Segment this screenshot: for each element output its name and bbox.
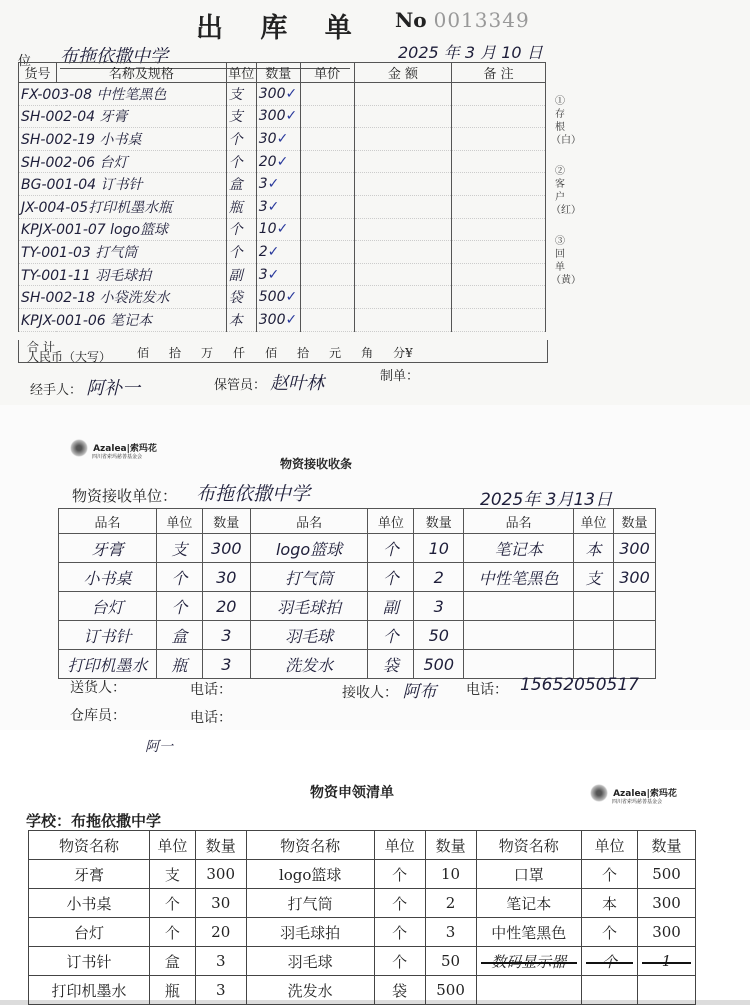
unit-price bbox=[300, 173, 354, 196]
table-header bbox=[19, 63, 546, 83]
column-header: 单位 bbox=[150, 831, 196, 860]
item-qty bbox=[256, 286, 300, 309]
table-cell bbox=[638, 976, 696, 1005]
keeper-signature: 赵叶林 bbox=[270, 373, 325, 394]
slip-date: 2025 年 3 月 10 日 bbox=[398, 43, 543, 62]
amount bbox=[354, 173, 452, 196]
warehouse-label: 仓库员： bbox=[70, 708, 126, 724]
column-header: 品名 bbox=[250, 509, 368, 534]
table-cell: 300 bbox=[195, 860, 246, 889]
table-cell: 本 bbox=[581, 889, 637, 918]
table-cell: 3 bbox=[195, 947, 246, 976]
item-qty bbox=[256, 308, 300, 331]
item-qty bbox=[256, 173, 300, 196]
table-cell: 个 bbox=[374, 889, 425, 918]
table-cell: 打印机墨水 bbox=[59, 650, 157, 679]
check-mark: ✓ bbox=[276, 221, 289, 238]
remark bbox=[452, 150, 546, 173]
table-cell: 洗发水 bbox=[246, 976, 374, 1005]
item-name: SH-002-06 台灯 bbox=[19, 150, 227, 173]
column-header: 单价 bbox=[300, 63, 354, 83]
column-header: 单位 bbox=[368, 509, 414, 534]
table-cell: 小书桌 bbox=[29, 889, 150, 918]
item-unit: 盒 bbox=[226, 173, 256, 196]
item-qty bbox=[256, 83, 300, 106]
qty-value: 2 bbox=[258, 243, 268, 260]
remark bbox=[452, 83, 546, 106]
column-header: 物资名称 bbox=[476, 831, 581, 860]
check-mark: ✓ bbox=[267, 176, 280, 193]
copy-note: ①存根（白） bbox=[551, 96, 581, 146]
table-cell: 支 bbox=[156, 534, 202, 563]
copy-note: ③回单（黄） bbox=[551, 236, 581, 286]
table-cell: 打印机墨水 bbox=[29, 976, 150, 1005]
table-cell: 2 bbox=[414, 563, 464, 592]
table-row bbox=[19, 218, 546, 241]
table-cell: 台灯 bbox=[59, 592, 157, 621]
remark bbox=[452, 128, 546, 151]
check-mark: ✓ bbox=[285, 289, 298, 306]
table-cell bbox=[581, 976, 637, 1005]
maker-label: 制单： bbox=[380, 369, 420, 384]
table-cell: 个 bbox=[368, 563, 414, 592]
table-cell: 订书针 bbox=[59, 621, 157, 650]
item-name: KPJX-001-07 logo篮球 bbox=[19, 218, 227, 241]
item-unit: 个 bbox=[226, 241, 256, 264]
check-mark: ✓ bbox=[285, 311, 298, 328]
column-header: 品名 bbox=[59, 509, 157, 534]
item-name: KPJX-001-06 笔记本 bbox=[19, 308, 227, 331]
table-cell: 订书针 bbox=[29, 947, 150, 976]
slip-title: 出 库 单 bbox=[196, 13, 366, 44]
table-cell: 2 bbox=[425, 889, 476, 918]
amount bbox=[354, 128, 452, 151]
table-cell: 个 bbox=[581, 860, 637, 889]
item-name: SH-002-19 小书桌 bbox=[19, 128, 227, 151]
table-cell: 个 bbox=[581, 947, 637, 976]
table-cell: 3 bbox=[195, 976, 246, 1005]
unit-price bbox=[300, 105, 354, 128]
request-list bbox=[0, 730, 750, 1000]
currency-unit: 分¥ bbox=[393, 346, 413, 360]
column-header: 数量 bbox=[425, 831, 476, 860]
table-cell: 羽毛球拍 bbox=[246, 918, 374, 947]
table-row bbox=[19, 241, 546, 264]
qty-value: 300 bbox=[258, 85, 286, 102]
table-cell: 300 bbox=[613, 563, 655, 592]
item-qty bbox=[256, 150, 300, 173]
column-header: 物资名称 bbox=[246, 831, 374, 860]
table-cell: 1 bbox=[638, 947, 696, 976]
request-title: 物资申领清单 bbox=[310, 785, 394, 801]
table-row bbox=[29, 976, 696, 1005]
table-cell: 3 bbox=[425, 918, 476, 947]
table-cell: 个 bbox=[150, 918, 196, 947]
table-row bbox=[59, 534, 656, 563]
item-name: FX-003-08 中性笔黑色 bbox=[19, 83, 227, 106]
amount bbox=[354, 150, 452, 173]
unit-price bbox=[300, 83, 354, 106]
delivery-slip bbox=[0, 0, 750, 405]
item-unit: 瓶 bbox=[226, 195, 256, 218]
table-cell: 300 bbox=[638, 918, 696, 947]
currency-unit: 佰 bbox=[265, 346, 278, 360]
item-qty bbox=[256, 263, 300, 286]
table-cell: 50 bbox=[414, 621, 464, 650]
column-header: 数量 bbox=[638, 831, 696, 860]
receipt-slip bbox=[0, 405, 750, 730]
table-cell: 个 bbox=[374, 918, 425, 947]
table-row bbox=[29, 918, 696, 947]
table-cell: 个 bbox=[156, 563, 202, 592]
table-cell: 瓶 bbox=[150, 976, 196, 1005]
column-header: 备 注 bbox=[452, 63, 546, 83]
qty-value: 3 bbox=[258, 176, 268, 193]
warehouse-phone-label: 电话： bbox=[190, 710, 232, 726]
table-cell: 牙膏 bbox=[59, 534, 157, 563]
item-qty bbox=[256, 218, 300, 241]
remark bbox=[452, 218, 546, 241]
receipt-unit-label: 物资接收单位： bbox=[72, 487, 178, 505]
table-cell: 10 bbox=[425, 860, 476, 889]
item-unit: 副 bbox=[226, 263, 256, 286]
currency-unit: 佰 bbox=[137, 346, 150, 360]
table-cell: 口罩 bbox=[476, 860, 581, 889]
unit-price bbox=[300, 150, 354, 173]
amount bbox=[354, 83, 452, 106]
copy-notes bbox=[551, 95, 581, 305]
item-unit: 支 bbox=[226, 83, 256, 106]
amount bbox=[354, 105, 452, 128]
table-cell: 3 bbox=[202, 650, 250, 679]
column-header: 数量 bbox=[256, 63, 300, 83]
column-header: 金 额 bbox=[354, 63, 452, 83]
handwritten-note: 阿一 bbox=[145, 739, 173, 755]
item-name: BG-001-04 订书针 bbox=[19, 173, 227, 196]
check-mark: ✓ bbox=[267, 198, 280, 215]
table-row bbox=[19, 83, 546, 106]
table-row bbox=[19, 263, 546, 286]
check-mark: ✓ bbox=[267, 243, 280, 260]
table-header bbox=[29, 831, 696, 860]
currency-unit: 拾 bbox=[297, 346, 310, 360]
table-cell: 300 bbox=[202, 534, 250, 563]
logo-brand: Azalea|索玛花 bbox=[613, 789, 677, 799]
table-cell: 个 bbox=[368, 621, 414, 650]
table-row bbox=[19, 286, 546, 309]
column-header: 货号 bbox=[19, 63, 57, 83]
table-cell: 笔记本 bbox=[464, 534, 574, 563]
table-cell: 瓶 bbox=[156, 650, 202, 679]
item-qty bbox=[256, 195, 300, 218]
table-row bbox=[29, 889, 696, 918]
table-cell: 20 bbox=[202, 592, 250, 621]
table-cell: 副 bbox=[368, 592, 414, 621]
table-cell: 个 bbox=[374, 860, 425, 889]
table-cell bbox=[613, 592, 655, 621]
item-name: SH-002-04 牙膏 bbox=[19, 105, 227, 128]
table-row bbox=[29, 860, 696, 889]
table-row bbox=[19, 173, 546, 196]
item-qty bbox=[256, 105, 300, 128]
qty-value: 500 bbox=[258, 289, 286, 306]
table-cell: logo篮球 bbox=[250, 534, 368, 563]
receipt-title: 物资接收收条 bbox=[280, 457, 353, 471]
column-header: 单位 bbox=[156, 509, 202, 534]
check-mark: ✓ bbox=[285, 85, 298, 102]
column-header: 物资名称 bbox=[29, 831, 150, 860]
table-cell: 支 bbox=[574, 563, 614, 592]
copy-note: ②客户（红） bbox=[551, 166, 581, 216]
qty-value: 3 bbox=[258, 198, 268, 215]
remark bbox=[452, 105, 546, 128]
currency-unit: 角 bbox=[361, 346, 374, 360]
qty-value: 300 bbox=[258, 108, 286, 125]
total-units bbox=[137, 344, 433, 361]
table-cell bbox=[574, 621, 614, 650]
request-table bbox=[28, 830, 696, 1005]
table-row bbox=[19, 195, 546, 218]
table-cell: 小书桌 bbox=[59, 563, 157, 592]
table-cell: 50 bbox=[425, 947, 476, 976]
table-cell: 支 bbox=[150, 860, 196, 889]
table-cell: 个 bbox=[150, 889, 196, 918]
column-header: 单位 bbox=[226, 63, 256, 83]
table-cell: 500 bbox=[638, 860, 696, 889]
item-name: JX-004-05打印机墨水瓶 bbox=[19, 195, 227, 218]
table-row bbox=[19, 128, 546, 151]
receipt-table bbox=[58, 508, 656, 679]
flower-icon bbox=[70, 439, 88, 457]
column-header: 单位 bbox=[574, 509, 614, 534]
handler-field bbox=[30, 374, 140, 400]
column-header: 数量 bbox=[613, 509, 655, 534]
table-cell: 羽毛球 bbox=[250, 621, 368, 650]
currency-unit: 元 bbox=[329, 346, 342, 360]
amount bbox=[354, 308, 452, 331]
currency-unit: 仟 bbox=[233, 346, 246, 360]
item-unit: 个 bbox=[226, 218, 256, 241]
table-cell: 袋 bbox=[374, 976, 425, 1005]
currency-unit: 拾 bbox=[169, 346, 182, 360]
total-label: 合 计 bbox=[27, 340, 55, 354]
receipt-unit-value: 布拖依撒中学 bbox=[196, 483, 311, 505]
item-unit: 个 bbox=[226, 150, 256, 173]
qty-value: 300 bbox=[258, 311, 286, 328]
check-mark: ✓ bbox=[276, 130, 289, 147]
table-cell: 20 bbox=[195, 918, 246, 947]
table-cell: 羽毛球 bbox=[246, 947, 374, 976]
table-cell: 个 bbox=[368, 534, 414, 563]
receiver-phone-value: 15652050517 bbox=[520, 675, 639, 695]
table-row bbox=[19, 105, 546, 128]
slip-number-value: 0013349 bbox=[433, 8, 530, 32]
unit-price bbox=[300, 308, 354, 331]
item-name: TY-001-03 打气筒 bbox=[19, 241, 227, 264]
table-cell: 打气筒 bbox=[246, 889, 374, 918]
remark bbox=[452, 308, 546, 331]
amount bbox=[354, 286, 452, 309]
table-cell: 500 bbox=[425, 976, 476, 1005]
azalea-logo bbox=[590, 782, 677, 805]
table-cell: 300 bbox=[638, 889, 696, 918]
table-cell: 30 bbox=[202, 563, 250, 592]
receiver-label: 接收人： bbox=[342, 685, 398, 701]
flower-icon bbox=[590, 784, 608, 802]
check-mark: ✓ bbox=[285, 108, 298, 125]
receiver-signature: 阿布 bbox=[402, 682, 437, 702]
table-cell: 盒 bbox=[156, 621, 202, 650]
remark bbox=[452, 195, 546, 218]
table-cell: 台灯 bbox=[29, 918, 150, 947]
column-header: 名称及规格 bbox=[56, 63, 226, 83]
request-school: 学校：布拖依撒中学 bbox=[26, 812, 162, 830]
slip-number bbox=[395, 8, 530, 32]
amount bbox=[354, 241, 452, 264]
column-header: 单位 bbox=[374, 831, 425, 860]
table-cell: 打气筒 bbox=[250, 563, 368, 592]
handler-signature: 阿补一 bbox=[86, 378, 141, 399]
qty-value: 3 bbox=[258, 266, 268, 283]
table-cell bbox=[464, 592, 574, 621]
receipt-date: 2025年 3月13日 bbox=[480, 490, 613, 510]
keeper-label: 保管员： bbox=[214, 378, 267, 393]
table-cell: 3 bbox=[202, 621, 250, 650]
unit-price bbox=[300, 241, 354, 264]
table-cell: 羽毛球拍 bbox=[250, 592, 368, 621]
column-header: 数量 bbox=[414, 509, 464, 534]
table-cell: 30 bbox=[195, 889, 246, 918]
table-cell: 盒 bbox=[150, 947, 196, 976]
table-row bbox=[59, 592, 656, 621]
item-unit: 本 bbox=[226, 308, 256, 331]
receiver-field bbox=[342, 677, 436, 702]
table-cell bbox=[613, 621, 655, 650]
item-unit: 袋 bbox=[226, 286, 256, 309]
amount bbox=[354, 195, 452, 218]
table-row bbox=[19, 150, 546, 173]
unit-price bbox=[300, 218, 354, 241]
table-cell: 牙膏 bbox=[29, 860, 150, 889]
table-cell: 3 bbox=[414, 592, 464, 621]
column-header: 品名 bbox=[464, 509, 574, 534]
table-cell: 300 bbox=[613, 534, 655, 563]
sender-label: 送货人： bbox=[70, 680, 126, 696]
table-row bbox=[59, 563, 656, 592]
handler-label: 经手人： bbox=[30, 383, 83, 398]
remark bbox=[452, 173, 546, 196]
table-cell: 袋 bbox=[368, 650, 414, 679]
table-cell: 个 bbox=[156, 592, 202, 621]
qty-value: 30 bbox=[258, 130, 277, 147]
table-cell: 10 bbox=[414, 534, 464, 563]
logo-brand: Azalea|索玛花 bbox=[93, 444, 157, 454]
slip-number-label: No bbox=[395, 8, 427, 32]
amount bbox=[354, 263, 452, 286]
item-qty bbox=[256, 128, 300, 151]
qty-value: 20 bbox=[258, 153, 277, 170]
total-label-rmb: 人民币（大写） bbox=[27, 350, 112, 364]
table-cell: logo篮球 bbox=[246, 860, 374, 889]
table-header bbox=[59, 509, 656, 534]
table-cell: 洗发水 bbox=[250, 650, 368, 679]
table-cell bbox=[464, 621, 574, 650]
table-cell bbox=[574, 592, 614, 621]
table-cell: 个 bbox=[374, 947, 425, 976]
unit-price bbox=[300, 195, 354, 218]
item-unit: 支 bbox=[226, 105, 256, 128]
column-header: 数量 bbox=[202, 509, 250, 534]
check-mark: ✓ bbox=[267, 266, 280, 283]
receiver-phone-label: 电话： bbox=[466, 682, 508, 698]
table-cell: 笔记本 bbox=[476, 889, 581, 918]
keeper-field bbox=[214, 369, 324, 395]
unit-value: 布拖依撒中学 bbox=[60, 42, 350, 69]
table-row bbox=[59, 621, 656, 650]
table-row bbox=[19, 308, 546, 331]
logo-subtitle: 四川省索玛慈善基金会 bbox=[612, 798, 663, 805]
amount bbox=[354, 218, 452, 241]
unit-price bbox=[300, 263, 354, 286]
table-cell: 中性笔黑色 bbox=[476, 918, 581, 947]
delivery-table bbox=[18, 62, 546, 332]
unit-label: 位 bbox=[18, 54, 32, 69]
table-row bbox=[29, 947, 696, 976]
unit-price bbox=[300, 128, 354, 151]
logo-subtitle: 四川省索玛慈善基金会 bbox=[92, 453, 143, 460]
azalea-logo bbox=[70, 437, 157, 460]
remark bbox=[452, 263, 546, 286]
column-header: 单位 bbox=[581, 831, 637, 860]
check-mark: ✓ bbox=[276, 153, 289, 170]
table-cell: 数码显示器 bbox=[476, 947, 581, 976]
unit-price bbox=[300, 286, 354, 309]
sender-phone-label: 电话： bbox=[190, 682, 232, 698]
item-name: SH-002-18 小袋洗发水 bbox=[19, 286, 227, 309]
item-unit: 个 bbox=[226, 128, 256, 151]
table-cell: 个 bbox=[581, 918, 637, 947]
column-header: 数量 bbox=[195, 831, 246, 860]
table-cell: 500 bbox=[414, 650, 464, 679]
table-cell bbox=[476, 976, 581, 1005]
qty-value: 10 bbox=[258, 221, 277, 238]
table-cell: 本 bbox=[574, 534, 614, 563]
item-qty bbox=[256, 241, 300, 264]
total-row bbox=[18, 340, 548, 363]
remark bbox=[452, 241, 546, 264]
remark bbox=[452, 286, 546, 309]
table-cell: 中性笔黑色 bbox=[464, 563, 574, 592]
currency-unit: 万 bbox=[201, 346, 214, 360]
item-name: TY-001-11 羽毛球拍 bbox=[19, 263, 227, 286]
